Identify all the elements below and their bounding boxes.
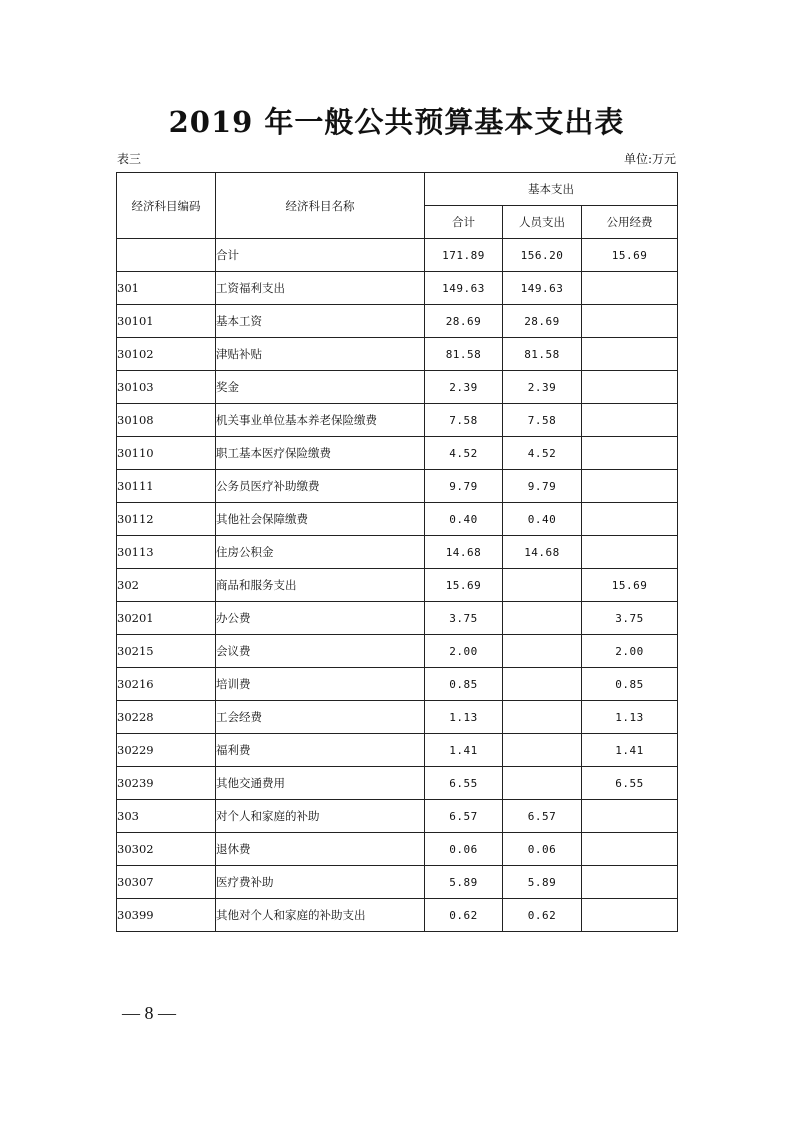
cell-code: 30201 <box>117 602 216 635</box>
cell-name: 职工基本医疗保险缴费 <box>216 437 425 470</box>
cell-code: 30307 <box>117 866 216 899</box>
table-row <box>117 899 678 932</box>
cell-personnel: 149.63 <box>503 272 582 305</box>
cell-personnel: 2.39 <box>503 371 582 404</box>
cell-personnel <box>503 734 582 767</box>
cell-public: 15.69 <box>582 239 678 272</box>
cell-total: 4.52 <box>425 437 503 470</box>
header-code: 经济科目编码 <box>117 173 216 239</box>
cell-total: 7.58 <box>425 404 503 437</box>
cell-public: 6.55 <box>582 767 678 800</box>
cell-name: 福利费 <box>216 734 425 767</box>
cell-code: 303 <box>117 800 216 833</box>
unit-label: 单位:万元 <box>623 152 676 166</box>
budget-table <box>116 172 678 932</box>
cell-code: 302 <box>117 569 216 602</box>
cell-name: 办公费 <box>216 602 425 635</box>
cell-name: 培训费 <box>216 668 425 701</box>
cell-public <box>582 800 678 833</box>
cell-public <box>582 371 678 404</box>
cell-total: 3.75 <box>425 602 503 635</box>
cell-code: 30216 <box>117 668 216 701</box>
table-row <box>117 437 678 470</box>
cell-name: 其他交通费用 <box>216 767 425 800</box>
table-row <box>117 635 678 668</box>
page-number: — 8 — <box>122 1003 176 1023</box>
cell-name: 合计 <box>216 239 425 272</box>
cell-personnel <box>503 602 582 635</box>
cell-total: 1.41 <box>425 734 503 767</box>
cell-public: 1.41 <box>582 734 678 767</box>
table-label: 表三 <box>117 152 142 166</box>
cell-total: 9.79 <box>425 470 503 503</box>
header-personnel: 人员支出 <box>503 206 582 239</box>
cell-name: 奖金 <box>216 371 425 404</box>
cell-public <box>582 305 678 338</box>
cell-total: 0.06 <box>425 833 503 866</box>
cell-total: 81.58 <box>425 338 503 371</box>
cell-total: 0.62 <box>425 899 503 932</box>
cell-name: 工会经费 <box>216 701 425 734</box>
cell-public <box>582 470 678 503</box>
cell-code: 30102 <box>117 338 216 371</box>
cell-personnel: 7.58 <box>503 404 582 437</box>
cell-total: 2.00 <box>425 635 503 668</box>
cell-name: 工资福利支出 <box>216 272 425 305</box>
table-row <box>117 800 678 833</box>
cell-public: 1.13 <box>582 701 678 734</box>
cell-name: 其他对个人和家庭的补助支出 <box>216 899 425 932</box>
cell-code: 30103 <box>117 371 216 404</box>
table-row <box>117 734 678 767</box>
cell-personnel: 14.68 <box>503 536 582 569</box>
cell-total: 6.57 <box>425 800 503 833</box>
table-row <box>117 470 678 503</box>
cell-name: 医疗费补助 <box>216 866 425 899</box>
header-basic: 基本支出 <box>425 173 678 206</box>
cell-public: 2.00 <box>582 635 678 668</box>
cell-personnel <box>503 767 582 800</box>
cell-code: 30229 <box>117 734 216 767</box>
cell-personnel: 81.58 <box>503 338 582 371</box>
cell-name: 基本工资 <box>216 305 425 338</box>
cell-code <box>117 239 216 272</box>
cell-name: 会议费 <box>216 635 425 668</box>
cell-total: 0.85 <box>425 668 503 701</box>
cell-code: 301 <box>117 272 216 305</box>
cell-personnel: 0.62 <box>503 899 582 932</box>
table-row <box>117 503 678 536</box>
header-public: 公用经费 <box>582 206 678 239</box>
cell-code: 30215 <box>117 635 216 668</box>
cell-code: 30239 <box>117 767 216 800</box>
table-row <box>117 569 678 602</box>
cell-personnel: 0.40 <box>503 503 582 536</box>
cell-public <box>582 404 678 437</box>
cell-personnel: 5.89 <box>503 866 582 899</box>
table-row <box>117 404 678 437</box>
table-row <box>117 668 678 701</box>
cell-name: 退休费 <box>216 833 425 866</box>
cell-name: 公务员医疗补助缴费 <box>216 470 425 503</box>
table-row <box>117 338 678 371</box>
cell-personnel <box>503 701 582 734</box>
table-row <box>117 833 678 866</box>
cell-code: 30228 <box>117 701 216 734</box>
cell-code: 30113 <box>117 536 216 569</box>
cell-name: 住房公积金 <box>216 536 425 569</box>
cell-personnel <box>503 569 582 602</box>
cell-total: 2.39 <box>425 371 503 404</box>
header-name: 经济科目名称 <box>216 173 425 239</box>
cell-code: 30108 <box>117 404 216 437</box>
cell-code: 30399 <box>117 899 216 932</box>
cell-code: 30111 <box>117 470 216 503</box>
cell-personnel: 0.06 <box>503 833 582 866</box>
cell-public: 0.85 <box>582 668 678 701</box>
cell-name: 商品和服务支出 <box>216 569 425 602</box>
table-row <box>117 305 678 338</box>
cell-total: 28.69 <box>425 305 503 338</box>
cell-public <box>582 866 678 899</box>
cell-code: 30112 <box>117 503 216 536</box>
table-row <box>117 371 678 404</box>
cell-personnel: 4.52 <box>503 437 582 470</box>
cell-name: 其他社会保障缴费 <box>216 503 425 536</box>
table-row <box>117 767 678 800</box>
cell-total: 1.13 <box>425 701 503 734</box>
page-title: 2019 年一般公共预算基本支出表 <box>168 105 625 139</box>
cell-name: 津贴补贴 <box>216 338 425 371</box>
cell-name: 对个人和家庭的补助 <box>216 800 425 833</box>
cell-total: 15.69 <box>425 569 503 602</box>
cell-code: 30110 <box>117 437 216 470</box>
cell-total: 171.89 <box>425 239 503 272</box>
cell-code: 30302 <box>117 833 216 866</box>
cell-public <box>582 536 678 569</box>
table-row <box>117 701 678 734</box>
cell-personnel <box>503 668 582 701</box>
table-row <box>117 602 678 635</box>
cell-personnel: 28.69 <box>503 305 582 338</box>
table-row <box>117 272 678 305</box>
cell-personnel: 6.57 <box>503 800 582 833</box>
cell-public <box>582 338 678 371</box>
cell-personnel: 156.20 <box>503 239 582 272</box>
header-total: 合计 <box>425 206 503 239</box>
cell-total: 5.89 <box>425 866 503 899</box>
cell-personnel <box>503 635 582 668</box>
cell-total: 0.40 <box>425 503 503 536</box>
table-body <box>117 239 678 932</box>
cell-name: 机关事业单位基本养老保险缴费 <box>216 404 425 437</box>
cell-public <box>582 272 678 305</box>
cell-public <box>582 833 678 866</box>
cell-public: 3.75 <box>582 602 678 635</box>
cell-public <box>582 899 678 932</box>
cell-public <box>582 437 678 470</box>
table-row <box>117 866 678 899</box>
table-row <box>117 239 678 272</box>
cell-total: 14.68 <box>425 536 503 569</box>
cell-total: 6.55 <box>425 767 503 800</box>
cell-code: 30101 <box>117 305 216 338</box>
cell-personnel: 9.79 <box>503 470 582 503</box>
cell-public <box>582 503 678 536</box>
cell-total: 149.63 <box>425 272 503 305</box>
table-row <box>117 536 678 569</box>
cell-public: 15.69 <box>582 569 678 602</box>
